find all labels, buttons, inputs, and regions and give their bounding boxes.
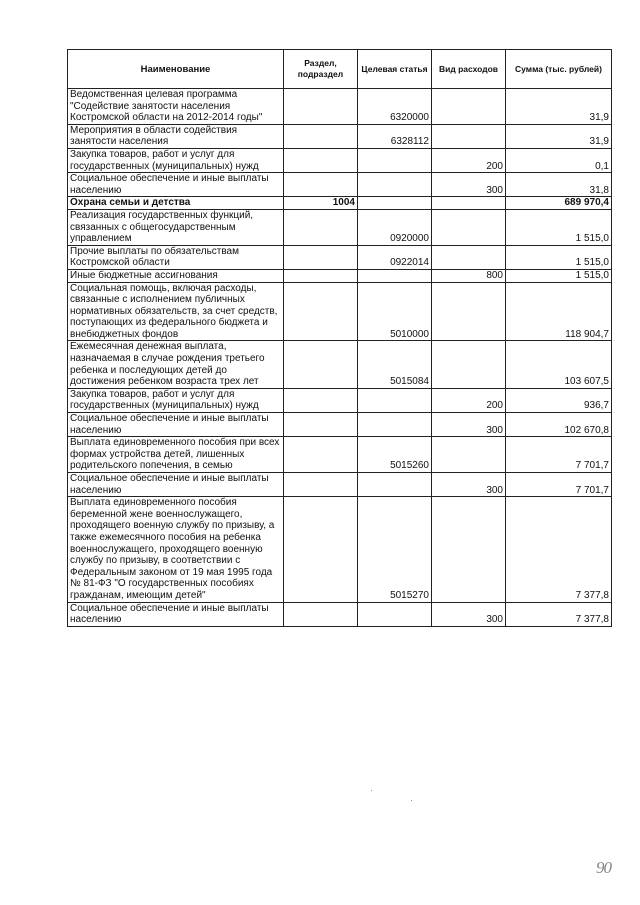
row-target: 5010000 (358, 282, 432, 341)
table-row (68, 473, 612, 497)
row-section (284, 437, 358, 473)
table-row (68, 173, 612, 197)
header-expense: Вид расходов (432, 50, 506, 89)
row-expense: 300 (432, 473, 506, 497)
table-header-row (68, 50, 612, 89)
row-section (284, 124, 358, 148)
row-expense (432, 437, 506, 473)
row-expense: 200 (432, 388, 506, 412)
row-expense: 300 (432, 413, 506, 437)
row-expense (432, 497, 506, 602)
row-expense (432, 124, 506, 148)
row-sum: 7 701,7 (506, 473, 612, 497)
table-row (68, 437, 612, 473)
row-expense (432, 197, 506, 210)
row-name: Социальное обеспечение и иные выплаты населению (68, 173, 284, 197)
row-sum: 689 970,4 (506, 197, 612, 210)
row-section (284, 173, 358, 197)
row-sum: 31,9 (506, 89, 612, 125)
row-target (358, 413, 432, 437)
row-expense: 300 (432, 173, 506, 197)
table-row (68, 282, 612, 341)
row-section (284, 602, 358, 626)
row-target: 6328112 (358, 124, 432, 148)
row-target (358, 388, 432, 412)
row-section (284, 148, 358, 172)
table-row (68, 341, 612, 388)
row-name: Иные бюджетные ассигнования (68, 269, 284, 282)
row-section (284, 388, 358, 412)
row-name: Социальное обеспечение и иные выплаты населению (68, 602, 284, 626)
row-section (284, 497, 358, 602)
row-expense: 300 (432, 602, 506, 626)
row-expense (432, 341, 506, 388)
row-sum: 118 904,7 (506, 282, 612, 341)
row-target: 0920000 (358, 209, 432, 245)
table-row (68, 413, 612, 437)
row-expense: 800 (432, 269, 506, 282)
row-section (284, 269, 358, 282)
row-section: 1004 (284, 197, 358, 210)
row-section (284, 209, 358, 245)
row-target: 5015084 (358, 341, 432, 388)
row-target (358, 197, 432, 210)
row-name: Закупка товаров, работ и услуг для государственных (муниципальных) нужд (68, 388, 284, 412)
row-target: 5015270 (358, 497, 432, 602)
table-row (68, 89, 612, 125)
header-section: Раздел, подраздел (284, 50, 358, 89)
table-row-section-total (68, 197, 612, 210)
row-name: Охрана семьи и детства (68, 197, 284, 210)
table-row (68, 388, 612, 412)
row-sum: 0,1 (506, 148, 612, 172)
table-row (68, 148, 612, 172)
row-name: Ведомственная целевая программа "Содействие занятости населения Костромской области на 2012-2014 годы" (68, 89, 284, 125)
row-section (284, 473, 358, 497)
row-name: Социальная помощь, включая расходы, связанные с исполнением публичных нормативных обязательств, за счет средств, поступающих из федерального бюджета и внебюджетных фондов (68, 282, 284, 341)
row-expense (432, 209, 506, 245)
row-sum: 7 377,8 (506, 602, 612, 626)
row-name: Прочие выплаты по обязательствам Костромской области (68, 245, 284, 269)
row-sum: 31,9 (506, 124, 612, 148)
row-target: 5015260 (358, 437, 432, 473)
row-sum: 7 701,7 (506, 437, 612, 473)
row-sum: 103 607,5 (506, 341, 612, 388)
row-sum: 936,7 (506, 388, 612, 412)
row-expense (432, 282, 506, 341)
table-row (68, 209, 612, 245)
row-target (358, 473, 432, 497)
row-section (284, 282, 358, 341)
page-number: 90 (596, 858, 611, 877)
row-name: Ежемесячная денежная выплата, назначаемая в случае рождения третьего ребенка и последующих детей до достижения ребенком возраста трех лет (68, 341, 284, 388)
row-expense (432, 89, 506, 125)
row-target (358, 173, 432, 197)
row-section (284, 245, 358, 269)
row-sum: 7 377,8 (506, 497, 612, 602)
row-target: 6320000 (358, 89, 432, 125)
table-row (68, 269, 612, 282)
row-target (358, 269, 432, 282)
table-row (68, 245, 612, 269)
row-name: Реализация государственных функций, связанных с общегосударственным управлением (68, 209, 284, 245)
row-name: Закупка товаров, работ и услуг для государственных (муниципальных) нужд (68, 148, 284, 172)
row-section (284, 341, 358, 388)
row-expense: 200 (432, 148, 506, 172)
scan-speck (371, 790, 372, 791)
row-expense (432, 245, 506, 269)
scan-speck (411, 800, 412, 801)
row-sum: 1 515,0 (506, 245, 612, 269)
row-sum: 1 515,0 (506, 269, 612, 282)
row-section (284, 413, 358, 437)
row-target (358, 148, 432, 172)
row-section (284, 89, 358, 125)
row-name: Мероприятия в области содействия занятости населения (68, 124, 284, 148)
budget-table (67, 49, 612, 627)
row-sum: 102 670,8 (506, 413, 612, 437)
row-name: Социальное обеспечение и иные выплаты населению (68, 473, 284, 497)
header-name: Наименование (68, 50, 284, 89)
header-target: Целевая статья (358, 50, 432, 89)
row-sum: 31,8 (506, 173, 612, 197)
table-row (68, 497, 612, 602)
row-name: Выплата единовременного пособия при всех формах устройства детей, лишенных родительского попечения, в семью (68, 437, 284, 473)
row-sum: 1 515,0 (506, 209, 612, 245)
row-name: Выплата единовременного пособия беременной жене военнослужащего, проходящего военную службу по призыву, а также ежемесячного пособия на ребенка военнослужащего, проходящего военную службу по призыву, в соответствии с Федеральным законом от 19 мая 1995 года № 81-ФЗ "О государственных пособиях гражданам, имеющим детей" (68, 497, 284, 602)
row-name: Социальное обеспечение и иные выплаты населению (68, 413, 284, 437)
table-row (68, 124, 612, 148)
row-target (358, 602, 432, 626)
header-sum: Сумма (тыс. рублей) (506, 50, 612, 89)
row-target: 0922014 (358, 245, 432, 269)
table-row (68, 602, 612, 626)
